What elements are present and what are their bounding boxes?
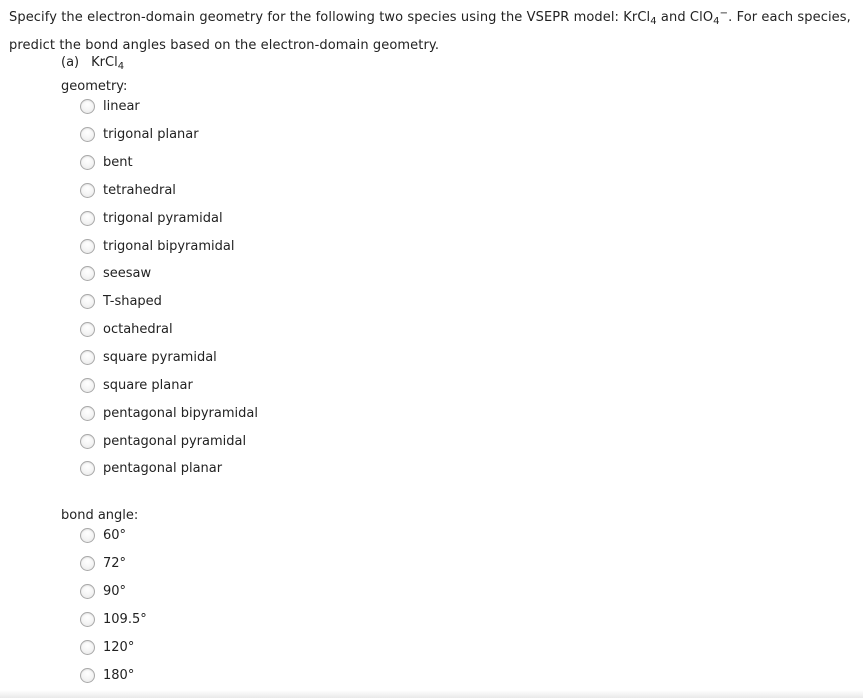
radio-button[interactable]: [80, 155, 95, 170]
option-label[interactable]: octahedral: [103, 322, 173, 338]
geometry-option-bent[interactable]: [80, 149, 258, 177]
geometry-label: geometry:: [61, 79, 128, 94]
option-label[interactable]: 109.5°: [103, 611, 147, 627]
radio-button[interactable]: [80, 99, 95, 114]
bond-angle-option-109-5-deg[interactable]: [80, 606, 147, 634]
radio-button[interactable]: [80, 434, 95, 449]
geometry-option-square-pyramidal[interactable]: [80, 344, 258, 372]
option-label[interactable]: seesaw: [103, 266, 152, 282]
option-label[interactable]: pentagonal pyramidal: [103, 433, 247, 449]
bond-angle-option-60-deg[interactable]: [80, 522, 147, 550]
radio-button[interactable]: [80, 211, 95, 226]
bond-angle-option-180-deg[interactable]: [80, 661, 147, 689]
bond-angle-option-72-deg[interactable]: [80, 550, 147, 578]
question-line-1: [9, 2, 859, 34]
option-label[interactable]: tetrahedral: [103, 182, 176, 198]
radio-button[interactable]: [80, 461, 95, 476]
geometry-option-tetrahedral[interactable]: [80, 177, 258, 205]
radio-button[interactable]: [80, 183, 95, 198]
option-label[interactable]: trigonal bipyramidal: [103, 238, 235, 254]
page-bottom-edge: [0, 690, 863, 698]
radio-button[interactable]: [80, 584, 95, 599]
radio-button[interactable]: [80, 528, 95, 543]
question-prompt: [9, 2, 859, 58]
option-label[interactable]: linear: [103, 99, 140, 115]
bond-angle-option-120-deg[interactable]: [80, 633, 147, 661]
bond-angle-option-90-deg[interactable]: [80, 578, 147, 606]
option-label[interactable]: trigonal planar: [103, 127, 199, 143]
radio-button[interactable]: [80, 350, 95, 365]
option-label[interactable]: 180°: [103, 667, 135, 683]
option-label[interactable]: 120°: [103, 639, 135, 655]
option-label[interactable]: T-shaped: [103, 294, 162, 310]
option-label[interactable]: pentagonal bipyramidal: [103, 405, 258, 421]
geometry-options: [80, 93, 258, 483]
option-label[interactable]: bent: [103, 155, 133, 171]
part-a-letter: (a): [61, 55, 80, 70]
bond-angle-label: bond angle:: [61, 508, 139, 523]
geometry-option-trigonal-bipyramidal[interactable]: [80, 232, 258, 260]
geometry-option-pentagonal-planar[interactable]: [80, 455, 258, 483]
geometry-option-t-shaped[interactable]: [80, 288, 258, 316]
part-a-species-subscript: 4: [117, 61, 125, 72]
radio-button[interactable]: [80, 266, 95, 281]
part-a-species: [91, 55, 124, 70]
geometry-option-trigonal-pyramidal[interactable]: [80, 204, 258, 232]
option-label[interactable]: 72°: [103, 556, 127, 572]
radio-button[interactable]: [80, 239, 95, 254]
geometry-option-trigonal-planar[interactable]: [80, 121, 258, 149]
bond-angle-options: [80, 522, 147, 689]
question-text-end: . For each species,: [728, 10, 851, 25]
option-label[interactable]: square pyramidal: [103, 350, 217, 366]
geometry-option-pentagonal-bipyramidal[interactable]: [80, 399, 258, 427]
option-label[interactable]: 90°: [103, 584, 127, 600]
part-a-species-formula: KrCl: [91, 55, 118, 70]
radio-button[interactable]: [80, 668, 95, 683]
geometry-option-pentagonal-pyramidal[interactable]: [80, 427, 258, 455]
krcl4-subscript: 4: [650, 16, 657, 27]
geometry-option-octahedral[interactable]: [80, 316, 258, 344]
radio-button[interactable]: [80, 294, 95, 309]
option-label[interactable]: pentagonal planar: [103, 461, 223, 477]
part-a-label: [61, 54, 124, 76]
option-label[interactable]: square planar: [103, 377, 193, 393]
radio-button[interactable]: [80, 378, 95, 393]
radio-button[interactable]: [80, 556, 95, 571]
radio-button[interactable]: [80, 640, 95, 655]
clo4-charge-superscript: −: [719, 8, 729, 19]
question-text-middle: and ClO: [656, 10, 714, 25]
radio-button[interactable]: [80, 406, 95, 421]
question-line-2: predict the bond angles based on the electron-domain geometry.: [9, 38, 440, 53]
geometry-option-linear[interactable]: [80, 93, 258, 121]
geometry-option-square-planar[interactable]: [80, 371, 258, 399]
radio-button[interactable]: [80, 127, 95, 142]
option-label[interactable]: trigonal pyramidal: [103, 210, 223, 226]
geometry-option-seesaw[interactable]: [80, 260, 258, 288]
question-text-start: Specify the electron-domain geometry for the following two species using the VSEPR model: KrCl: [9, 10, 651, 25]
option-label[interactable]: 60°: [103, 528, 127, 544]
radio-button[interactable]: [80, 612, 95, 627]
radio-button[interactable]: [80, 322, 95, 337]
clo4-subscript: 4: [713, 16, 720, 27]
